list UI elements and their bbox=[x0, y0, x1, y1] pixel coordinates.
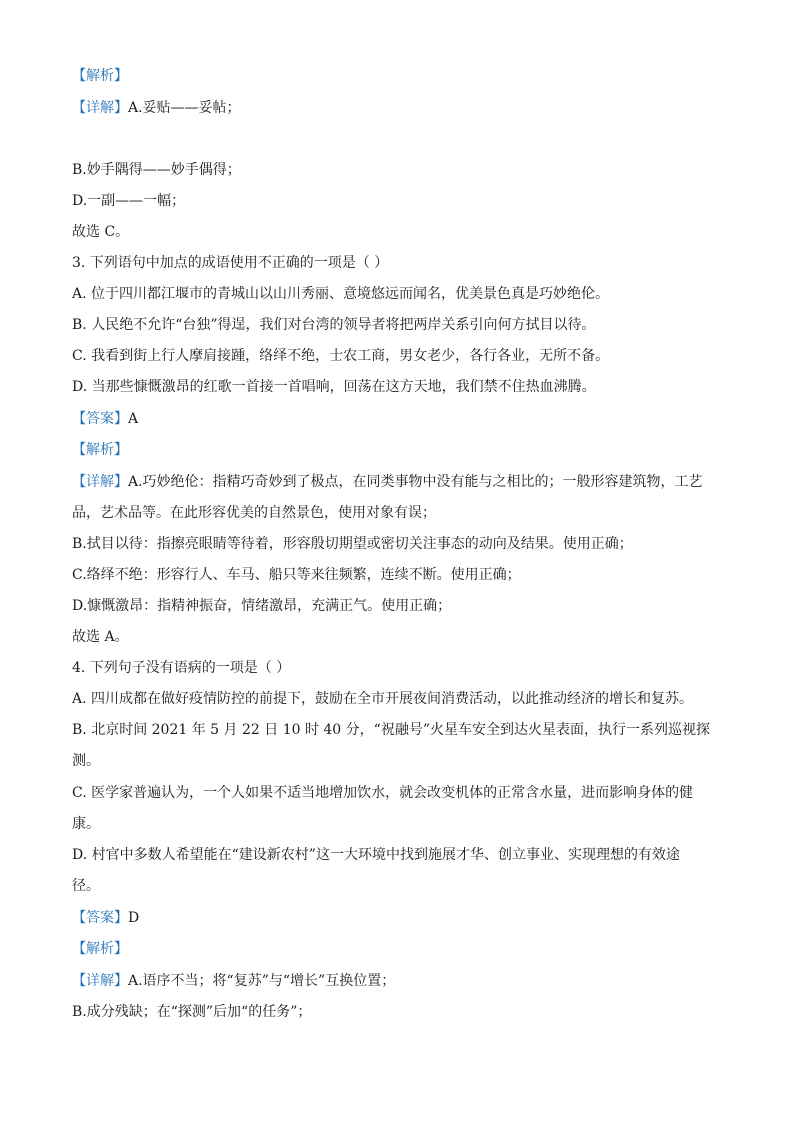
answer-value: A bbox=[128, 411, 139, 427]
detail-tag: 【详解】 bbox=[72, 100, 128, 116]
answer-tag: 【答案】 bbox=[72, 910, 128, 926]
detail-line: B.拭目以待：指擦亮眼睛等待着，形容殷切期望或密切关注事态的动向及结果。使用正确； bbox=[72, 536, 633, 552]
option-4a: A. 四川成都在做好疫情防控的前提下，鼓励在全市开展夜间消费活动，以此推动经济的增长和复苏。 bbox=[72, 691, 694, 707]
detail-text: A.语序不当；将“复苏”与“增长”互换位置； bbox=[128, 973, 396, 989]
option-4b-cont: 测。 bbox=[72, 753, 100, 769]
question-4: 4. 下列句子没有语病的一项是（ ） bbox=[72, 660, 291, 676]
detail-line: 品，艺术品等。在此形容优美的自然景色，使用对象有误； bbox=[72, 505, 436, 521]
detail-line: D.慷慨激昂：指精神振奋，情绪激昂，充满正气。使用正确； bbox=[72, 598, 452, 614]
option-4b: B. 北京时间 2021 年 5 月 22 日 10 时 40 分，“祝融号”火星车安全到达火星表面，执行一系列巡视探 bbox=[72, 722, 710, 738]
option-3d: D. 当那些慷慨激昂的红歌一首接一首唱响，回荡在这方天地，我们禁不住热血沸腾。 bbox=[72, 379, 596, 395]
detail-line bbox=[72, 98, 722, 118]
option-3c: C. 我看到街上行人摩肩接踵，络绎不绝，士农工商，男女老少，各行各业，无所不备。 bbox=[72, 348, 610, 364]
analysis-heading: 【解析】 bbox=[72, 442, 128, 458]
option-3b: B. 人民绝不允许“台独”得逞，我们对台湾的领导者将把两岸关系引向何方拭目以待。 bbox=[72, 317, 596, 333]
detail-tag: 【详解】 bbox=[72, 973, 128, 989]
option-4d-cont: 径。 bbox=[72, 878, 100, 894]
detail-text: A.巧妙绝伦：指精巧奇妙到了极点，在同类事物中没有能与之相比的；一般形容建筑物，工艺 bbox=[128, 474, 703, 490]
analysis-heading: 【解析】 bbox=[72, 941, 128, 957]
conclusion-line: 故选 C。 bbox=[72, 224, 130, 240]
detail-tag: 【详解】 bbox=[72, 474, 128, 490]
answer-tag: 【答案】 bbox=[72, 411, 128, 427]
detail-line: D.一副——一幅； bbox=[72, 193, 186, 209]
answer-line bbox=[72, 908, 722, 928]
detail-line bbox=[72, 472, 722, 492]
option-3a: A. 位于四川都江堰市的青城山以山川秀丽、意境悠远而闻名，优美景色真是巧妙绝伦。 bbox=[72, 286, 610, 302]
answer-line bbox=[72, 409, 722, 429]
detail-line bbox=[72, 971, 722, 991]
detail-text: A.妥贴——妥帖； bbox=[128, 100, 241, 116]
analysis-heading: 【解析】 bbox=[72, 68, 128, 84]
conclusion-line: 故选 A。 bbox=[72, 629, 129, 645]
detail-line: B.成分残缺；在“探测”后加“的任务”； bbox=[72, 1004, 312, 1020]
answer-value: D bbox=[128, 910, 140, 926]
question-3: 3. 下列语句中加点的成语使用不正确的一项是（ ） bbox=[72, 255, 389, 271]
detail-line: B.妙手隅得——妙手偶得； bbox=[72, 162, 241, 178]
detail-line: C.络绎不绝：形容行人、车马、船只等来往频繁，连续不断。使用正确； bbox=[72, 567, 521, 583]
option-4c-cont: 康。 bbox=[72, 816, 100, 832]
option-4c: C. 医学家普遍认为，一个人如果不适当地增加饮水，就会改变机体的正常含水量，进而影响身体的健 bbox=[72, 785, 694, 801]
option-4d: D. 村官中多数人希望能在“建设新农村”这一大环境中找到施展才华、创立事业、实现理想的有效途 bbox=[72, 847, 680, 863]
